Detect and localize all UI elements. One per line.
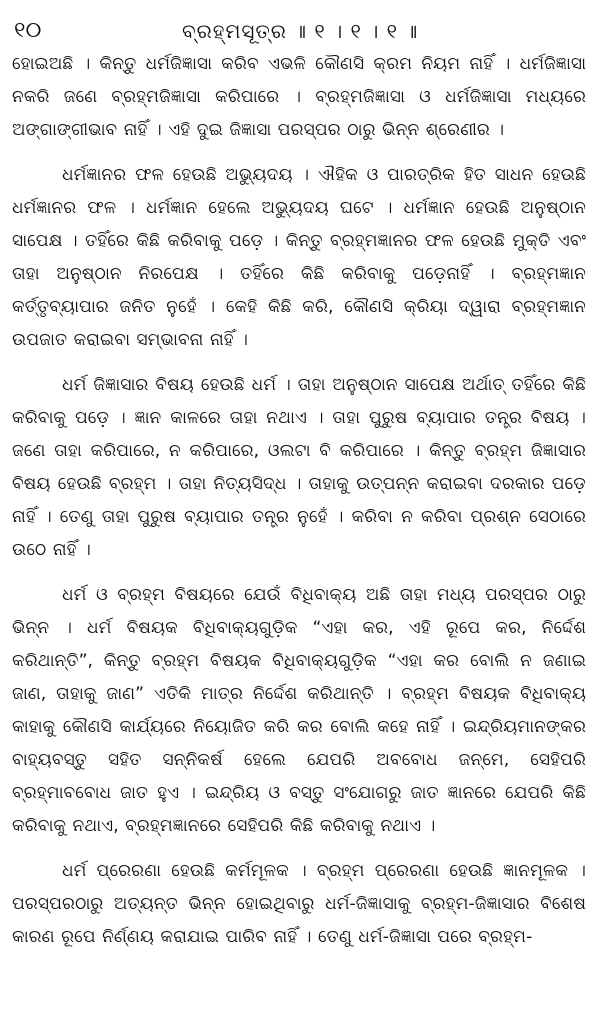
paragraph-4: ଧର୍ମ ଓ ବ୍ରହ୍ମ ବିଷୟରେ ଯେଉଁ ବିଧିବାକ୍ୟ ଅଛି ତାହା ମଧ୍ୟ ପରସ୍ପର ଠାରୁ ଭିନ୍ନ । ଧର୍ମ ବିଷୟକ ବିଧିବାକ୍ୟଗୁଡ଼ିକ “ଏହା କର, ଏହି ରୂପେ କର, ନିର୍ଦ୍ଦେଶ କରିଥାନ୍ତି”, କିନ୍ତୁ ବ୍ରହ୍ମ ବିଷୟକ ବିଧିବାକ୍ୟଗୁଡ଼ିକ “ଏହା କର ବୋଲି ନ ଜଣାଇ ଜାଣ, ତାହାକୁ ଜାଣ” ଏତିକି ମାତ୍ର ନିର୍ଦ୍ଦେଶ କରିଥାନ୍ତି । ବ୍ରହ୍ମ ବିଷୟକ ବିଧିବାକ୍ୟ କାହାକୁ କୌଣସି କାର୍ଯ୍ୟରେ ନିୟୋଜିତ କରି କର ବୋଲି କହେ ନାହିଁ । ଇନ୍ଦ୍ରିୟମାନଙ୍କର ବାହ୍ୟବସ୍ତୁ ସହିତ ସନ୍ନିକର୍ଷ ହେଲେ ଯେପରି ଅବବୋଧ ଜନ୍ମେ, ସେହିପରି ବ୍ରହ୍ମାବବୋଧ ଜାତ ହୁଏ । ଇନ୍ଦ୍ରିୟ ଓ ବସ୍ତୁ ସଂଯୋଗରୁ ଜାତ ଜ୍ଞାନରେ ଯେପରି କିଛି କରିବାକୁ ନଥାଏ, ବ୍ରହ୍ମଜ୍ଞାନରେ ସେହିପରି କିଛି କରିବାକୁ ନଥାଏ । [12, 585, 586, 836]
paragraph-2: ଧର୍ମଜ୍ଞାନର ଫଳ ହେଉଛି ଅଭ୍ୟୁଦୟ । ଐହିକ ଓ ପାରତ୍ରିକ ହିତ ସାଧନ ହେଉଛି ଧର୍ମଜ୍ଞାନର ଫଳ । ଧର୍ମଜ୍ଞାନ ହେଲେ ଅଭ୍ୟୁଦୟ ଘଟେ । ଧର୍ମଜ୍ଞାନ ହେଉଛି ଅନୁଷ୍ଠାନ ସାପେକ୍ଷ । ତହିଁରେ କିଛି କରିବାକୁ ପଡ଼େ । କିନ୍ତୁ ବ୍ରହ୍ମଜ୍ଞାନର ଫଳ ହେଉଛି ମୁକ୍ତି ଏବଂ ତାହା ଅନୁଷ୍ଠାନ ନିରପେକ୍ଷ । ତହିଁରେ କିଛି କରିବାକୁ ପଡ଼େନାହିଁ । ବ୍ରହ୍ମଜ୍ଞାନ କର୍ତ୍ତୃବ୍ୟାପାର ଜନିତ ନୁହେଁ । କେହି କିଛି କରି, କୌଣସି କ୍ରିୟା ଦ୍ୱାରା ବ୍ରହ୍ମଜ୍ଞାନ ଉପଜାତ କରାଇବା ସମ୍ଭାବନା ନାହିଁ । [12, 165, 586, 350]
paragraph-1: ହୋଇଅଛି । କିନ୍ତୁ ଧର୍ମଜିଜ୍ଞାସା କରିବ ଏଭଳି କୌଣସି କ୍ରମ ନିୟମ ନାହିଁ । ଧର୍ମଜିଜ୍ଞାସା ନକରି ଜଣେ ବ୍ରହ୍ମଜିଜ୍ଞାସା କରିପାରେ । ବ୍ରହ୍ମଜିଜ୍ଞାସା ଓ ଧର୍ମଜିଜ୍ଞାସା ମଧ୍ୟରେ ଅଙ୍ଗାଙ୍ଗୀଭାବ ନାହିଁ । ଏହି ଦୁଇ ଜିଜ୍ଞାସା ପରସ୍ପର ଠାରୁ ଭିନ୍ନ ଶ୍ରେଣୀର । [12, 54, 586, 140]
running-head: ବ୍ରହ୍ମସୂତ୍ର ॥ ୧ । ୧ । ୧ ॥ [182, 19, 419, 43]
paragraph-3: ଧର୍ମ ଜିଜ୍ଞାସାର ବିଷୟ ହେଉଛି ଧର୍ମ । ତାହା ଅନୁଷ୍ଠାନ ସାପେକ୍ଷ ଅର୍ଥାତ୍ ତହିଁରେ କିଛି କରିବାକୁ ପଡ଼େ । ଜ୍ଞାନ କାଳରେ ତାହା ନଥାଏ । ତାହା ପୁରୁଷ ବ୍ୟାପାର ତନ୍ତ୍ର ବିଷୟ । ଜଣେ ତାହା କରିପାରେ, ନ କରିପାରେ, ଓଲଟା ବି କରିପାରେ । କିନ୍ତୁ ବ୍ରହ୍ମ ଜିଜ୍ଞାସାର ବିଷୟ ହେଉଛି ବ୍ରହ୍ମ । ତାହା ନିତ୍ୟସିଦ୍ଧ । ତାହାକୁ ଉତ୍ପନ୍ନ କରାଇବା ଦରକାର ପଡ଼େ ନାହିଁ । ତେଣୁ ତାହା ପୁରୁଷ ବ୍ୟାପାର ତନ୍ତ୍ର ନୁହେଁ । କରିବା ନ କରିବା ପ୍ରଶ୍ନ ସେଠାରେ ଉଠେ ନାହିଁ । [12, 375, 586, 560]
paragraph-5: ଧର୍ମ ପ୍ରେରଣା ହେଉଛି କର୍ମମୂଳକ । ବ୍ରହ୍ମ ପ୍ରେରଣା ହେଉଛି ଜ୍ଞାନମୂଳକ । ପରସ୍ପରଠାରୁ ଅତ୍ୟନ୍ତ ଭିନ୍ନ ହୋଇଥିବାରୁ ଧର୍ମ-ଜିଜ୍ଞାସାକୁ ବ୍ରହ୍ମ-ଜିଜ୍ଞାସାର ବିଶେଷ କାରଣ ରୂପେ ନିର୍ଣ୍ଣୟ କରାଯାଇ ପାରିବ ନାହିଁ । ତେଣୁ ଧର୍ମ-ଜିଜ୍ଞାସା ପରେ ବ୍ରହ୍ମ- [12, 861, 586, 947]
body-text [12, 48, 586, 966]
page-number: ୧୦ [14, 18, 42, 43]
